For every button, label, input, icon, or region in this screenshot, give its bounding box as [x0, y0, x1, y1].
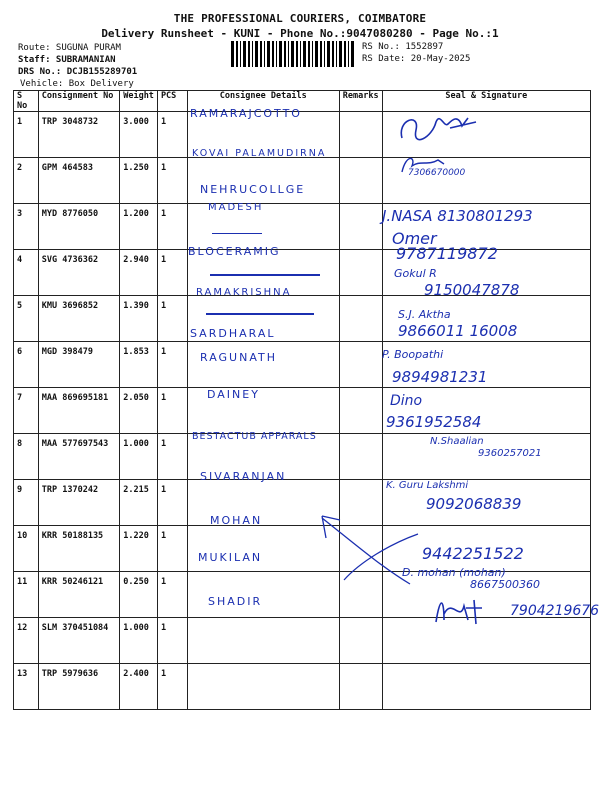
cell-sno: 12	[14, 618, 39, 664]
signature-phone: 8667500360	[470, 578, 540, 591]
cell-pcs: 1	[157, 480, 187, 526]
cell-pcs: 1	[157, 296, 187, 342]
cell-signature	[382, 296, 590, 342]
barcode	[231, 41, 356, 67]
rs-number: RS No.: 1552897	[362, 42, 444, 52]
hw-consignee: BLOCERAMIG	[188, 245, 281, 258]
cell-remarks	[339, 158, 382, 204]
hw-consignee: MUKILAN	[198, 551, 263, 564]
hw-consignee: RAMARAJCOTTO	[190, 107, 302, 120]
cell-consignee	[187, 572, 339, 618]
cell-cons: TRP 5979636	[38, 664, 119, 710]
cell-signature	[382, 618, 590, 664]
col-remarks: Remarks	[339, 91, 382, 112]
cell-remarks	[339, 618, 382, 664]
cell-weight: 0.250	[120, 572, 158, 618]
cell-cons: GPM 464583	[38, 158, 119, 204]
cell-cons: KMU 3696852	[38, 296, 119, 342]
cell-signature	[382, 664, 590, 710]
hw-consignee: MOHAN	[210, 514, 263, 527]
cell-pcs: 1	[157, 526, 187, 572]
cell-consignee	[187, 618, 339, 664]
table-row	[14, 526, 591, 572]
cell-remarks	[339, 388, 382, 434]
cell-cons: SLM 370451084	[38, 618, 119, 664]
cell-consignee	[187, 158, 339, 204]
cell-cons: TRP 1370242	[38, 480, 119, 526]
table-row	[14, 250, 591, 296]
signature-phone: 9150047878	[424, 281, 520, 299]
cell-pcs: 1	[157, 388, 187, 434]
cell-sno: 3	[14, 204, 39, 250]
col-pcs: PCS	[157, 91, 187, 112]
cell-signature	[382, 204, 590, 250]
cell-remarks	[339, 296, 382, 342]
cell-sno: 6	[14, 342, 39, 388]
drs-number: DRS No.: DCJB155289701	[18, 67, 138, 77]
table-row	[14, 618, 591, 664]
signature-name: D. mohan (mohan)	[402, 566, 506, 579]
signature-phone: 7306670000	[408, 168, 466, 178]
cell-consignee	[187, 342, 339, 388]
vehicle-label: Vehicle: Box Delivery	[20, 79, 134, 89]
cell-signature	[382, 480, 590, 526]
signature-name: Omer	[392, 229, 437, 248]
cell-consignee	[187, 434, 339, 480]
table-row	[14, 296, 591, 342]
cell-signature	[382, 434, 590, 480]
cell-weight: 2.940	[120, 250, 158, 296]
table-row	[14, 204, 591, 250]
cell-consignee	[187, 250, 339, 296]
cell-sno: 13	[14, 664, 39, 710]
col-sno: S No	[14, 91, 39, 112]
cell-sno: 9	[14, 480, 39, 526]
cell-weight: 1.220	[120, 526, 158, 572]
rs-date: RS Date: 20-May-2025	[362, 54, 471, 64]
cell-weight: 3.000	[120, 112, 158, 158]
cell-sno: 7	[14, 388, 39, 434]
cell-cons: KRR 50188135	[38, 526, 119, 572]
route-label: Route: SUGUNA PURAM	[18, 43, 121, 53]
cell-consignee	[187, 480, 339, 526]
cell-weight: 1.000	[120, 618, 158, 664]
cell-remarks	[339, 204, 382, 250]
cell-remarks	[339, 480, 382, 526]
cell-signature	[382, 572, 590, 618]
cell-pcs: 1	[157, 204, 187, 250]
cell-cons: MYD 8776050	[38, 204, 119, 250]
cell-weight: 1.200	[120, 204, 158, 250]
cell-cons: MAA 869695181	[38, 388, 119, 434]
cell-weight: 1.390	[120, 296, 158, 342]
cell-signature	[382, 250, 590, 296]
cell-weight: 1.000	[120, 434, 158, 480]
cell-cons: TRP 3048732	[38, 112, 119, 158]
staff-label: Staff: SUBRAMANIAN	[18, 55, 116, 65]
cell-weight: 1.250	[120, 158, 158, 204]
cell-cons: MGD 398479	[38, 342, 119, 388]
signature-phone: 9894981231	[392, 368, 488, 386]
hw-consignee: RAGUNATH	[200, 351, 277, 364]
cell-sno: 2	[14, 158, 39, 204]
signature-name: N.Shaalian	[430, 436, 484, 447]
cell-remarks	[339, 526, 382, 572]
cell-weight: 1.853	[120, 342, 158, 388]
cell-sno: 5	[14, 296, 39, 342]
runsheet-table	[13, 90, 591, 710]
cell-consignee	[187, 388, 339, 434]
signature-name: Gokul R	[394, 267, 437, 280]
table-row	[14, 434, 591, 480]
signature-name: S.J. Aktha	[398, 308, 451, 321]
hw-consignee: KOVAI PALAMUDIRNA	[192, 148, 327, 159]
signature-name: K. Guru Lakshmi	[386, 480, 469, 491]
hw-consignee: SARDHARAL	[190, 327, 276, 340]
cell-remarks	[339, 250, 382, 296]
cell-pcs: 1	[157, 572, 187, 618]
hw-consignee: NEHRUCOLLGE	[200, 183, 306, 196]
cell-signature	[382, 388, 590, 434]
cell-weight: 2.050	[120, 388, 158, 434]
cell-pcs: 1	[157, 342, 187, 388]
signature-name: P. Boopathi	[382, 348, 444, 361]
table-header-row	[14, 91, 591, 112]
signature-phone: 9092068839	[426, 495, 522, 513]
cell-consignee	[187, 112, 339, 158]
cell-sno: 8	[14, 434, 39, 480]
signature-name: Dino	[390, 393, 423, 409]
cell-weight: 2.400	[120, 664, 158, 710]
sheet-subtitle: Delivery Runsheet - KUNI - Phone No.:9047080280 - Page No.:1	[101, 27, 499, 40]
cell-cons: SVG 4736362	[38, 250, 119, 296]
signature-phone: J.NASA 8130801293	[382, 207, 533, 225]
cell-weight: 2.215	[120, 480, 158, 526]
signature-phone: 7904219676	[510, 603, 600, 619]
hw-consignee: DAINEY	[207, 388, 260, 401]
table-row	[14, 388, 591, 434]
signature-phone: 9360257021	[478, 448, 542, 459]
cell-pcs: 1	[157, 664, 187, 710]
cell-pcs: 1	[157, 158, 187, 204]
cell-cons: KRR 50246121	[38, 572, 119, 618]
cell-consignee	[187, 296, 339, 342]
signature-phone: 9866011 16008	[398, 322, 518, 340]
hw-consignee: RAMAKRISHNA	[196, 287, 292, 298]
table-row	[14, 664, 591, 710]
cell-cons: MAA 577697543	[38, 434, 119, 480]
cell-signature	[382, 158, 590, 204]
cell-pcs: 1	[157, 112, 187, 158]
cell-sno: 4	[14, 250, 39, 296]
cell-sno: 10	[14, 526, 39, 572]
cell-signature	[382, 342, 590, 388]
cell-remarks	[339, 434, 382, 480]
col-consignment: Consignment No	[38, 91, 119, 112]
cell-remarks	[339, 572, 382, 618]
table-row	[14, 342, 591, 388]
col-consignee: Consignee Details	[187, 91, 339, 112]
col-weight: Weight	[120, 91, 158, 112]
table-row	[14, 158, 591, 204]
cell-signature	[382, 112, 590, 158]
hw-consignee: BESTACTUB APPARALS	[192, 431, 317, 442]
cell-pcs: 1	[157, 250, 187, 296]
cell-remarks	[339, 664, 382, 710]
hw-consignee: SIVARANJAN	[200, 470, 287, 483]
table-row	[14, 112, 591, 158]
cell-signature	[382, 526, 590, 572]
col-signature: Seal & Signature	[382, 91, 590, 112]
signature-phone: 9787119872	[396, 244, 498, 263]
table-row	[14, 572, 591, 618]
hw-consignee: MADESH	[208, 202, 264, 213]
sheet-title: THE PROFESSIONAL COURIERS, COIMBATORE	[173, 12, 427, 25]
cell-pcs: 1	[157, 434, 187, 480]
cell-pcs: 1	[157, 618, 187, 664]
hw-consignee: SHADIR	[208, 595, 263, 608]
signature-phone: 9442251522	[422, 544, 524, 563]
signature-phone: 9361952584	[386, 413, 482, 431]
cell-consignee	[187, 204, 339, 250]
cell-sno: 1	[14, 112, 39, 158]
cell-sno: 11	[14, 572, 39, 618]
cell-remarks	[339, 112, 382, 158]
cell-consignee	[187, 526, 339, 572]
table-row	[14, 480, 591, 526]
cell-consignee	[187, 664, 339, 710]
cell-remarks	[339, 342, 382, 388]
